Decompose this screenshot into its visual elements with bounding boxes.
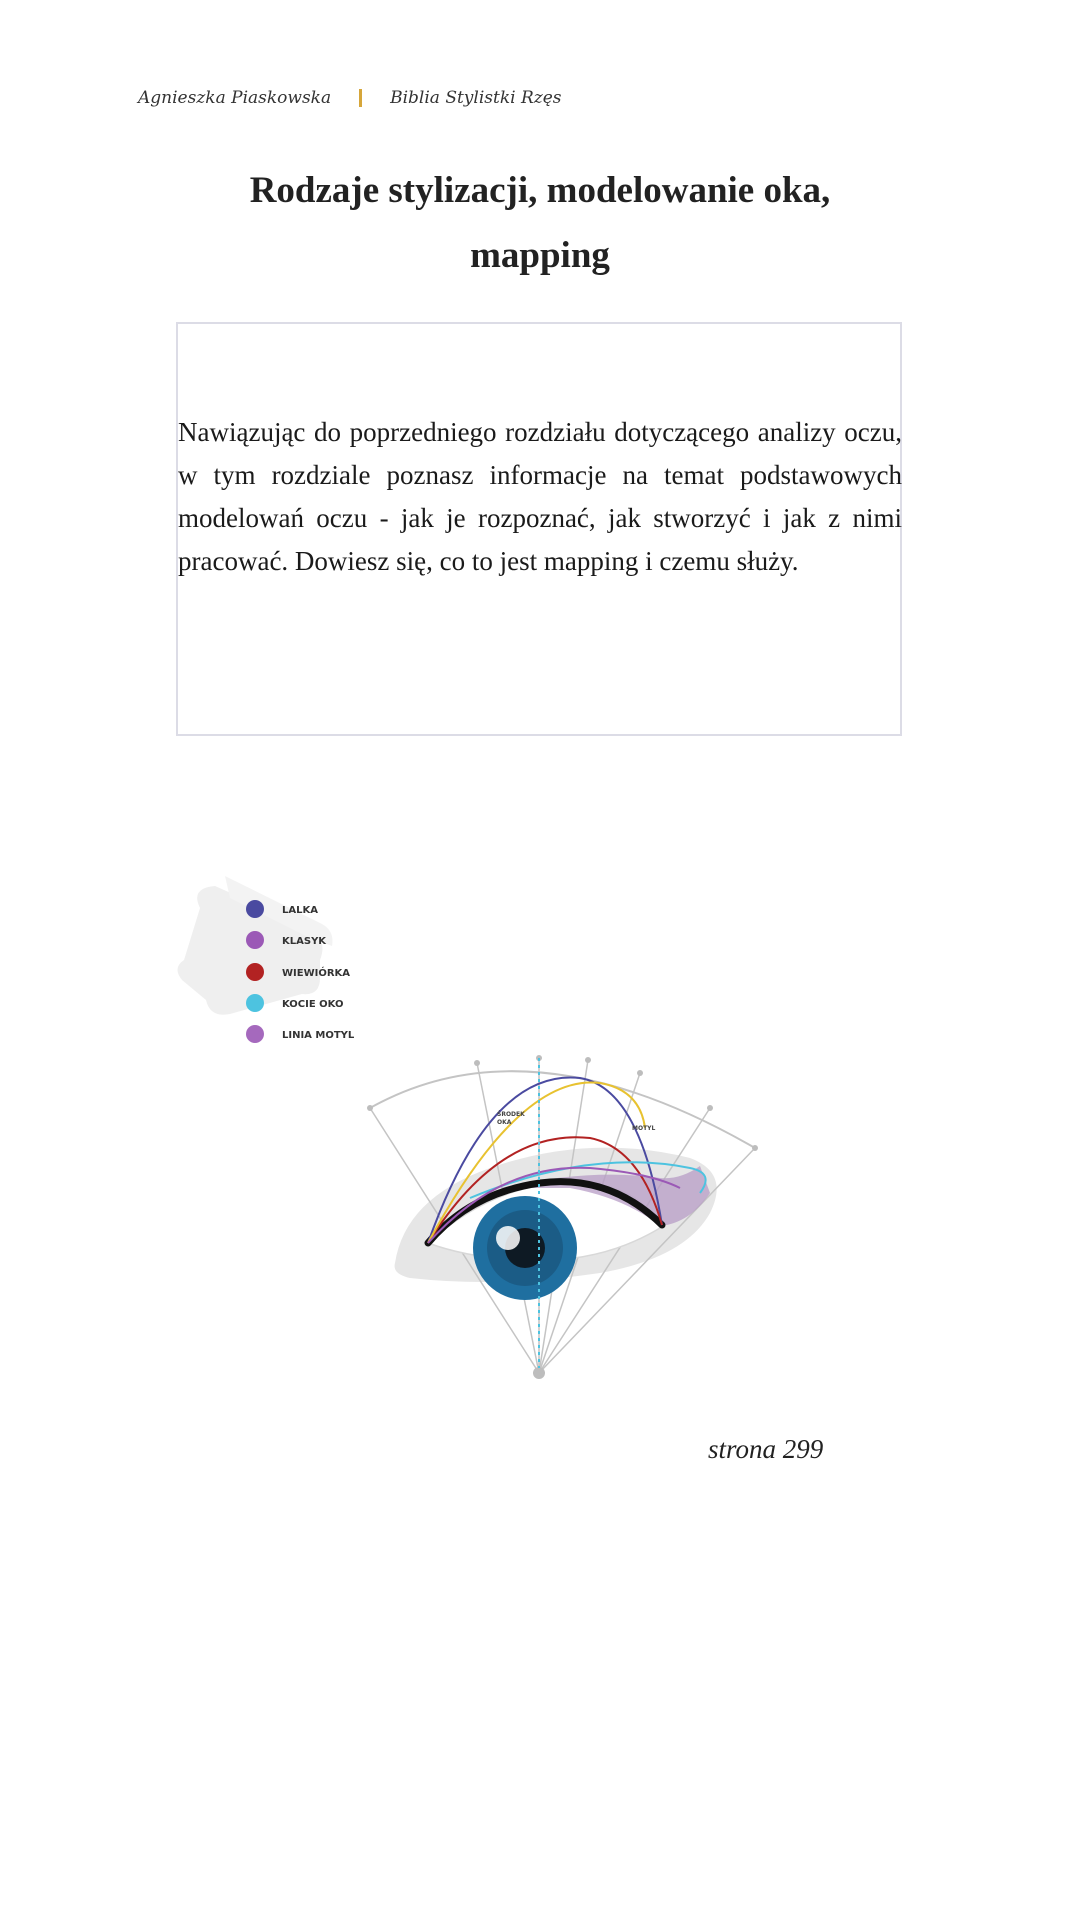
legend-label: KLASYK [282,936,327,947]
legend-swatch [246,900,264,918]
legend-swatch [246,1025,264,1043]
chapter-title [0,158,1080,288]
label-center-of-eye-line1: ŚRODEK [497,1111,525,1118]
header-separator [359,89,362,107]
header-book-title: Biblia Stylistki Rzęs [390,88,562,108]
fan-dot [707,1105,713,1111]
running-header [138,84,562,112]
fan-dot [474,1060,480,1066]
eye-mapping-figure [170,868,770,1388]
legend-label: LALKA [282,905,318,916]
legend-swatch [246,931,264,949]
chapter-title-line-2: mapping [470,235,610,276]
label-center-of-eye-line2: OKA [497,1119,512,1126]
legend-item-kocie-oko [246,994,343,1012]
legend-label: WIEWIÓRKA [282,968,351,979]
page-number: strona 299 [708,1434,824,1464]
legend-swatch [246,963,264,981]
fan-origin-dot [533,1367,545,1379]
intro-box [176,322,902,736]
header-author: Agnieszka Piaskowska [138,88,332,108]
fan-dot [367,1105,373,1111]
fan-dot [637,1070,643,1076]
legend-label: LINIA MOTYL [282,1030,355,1041]
fan-arc-dots [367,1055,758,1151]
fan-dot [585,1057,591,1063]
chapter-title-line-1: Rodzaje stylizacji, modelowanie oka, [249,170,831,211]
legend-swatch [246,994,264,1012]
intro-paragraph: Nawiązując do poprzedniego rozdziału dotyczącego analizy oczu, w tym rozdziale poznasz informacje na temat podstawowych modelowań oczu - jak je rozpoznać, jak stworzyć i jak z nimi pracować. Dowiesz się, co to jest mapping i czemu służy. [178,417,902,576]
legend-item-lalka [246,900,318,918]
legend-item-linia-motyl [246,1025,355,1043]
iris-reflection [496,1226,520,1250]
fan-dot [752,1145,758,1151]
fan-outer-arc [370,1071,755,1148]
label-motyl: MOTYL [632,1125,656,1132]
legend-label: KOCIE OKO [282,999,344,1010]
